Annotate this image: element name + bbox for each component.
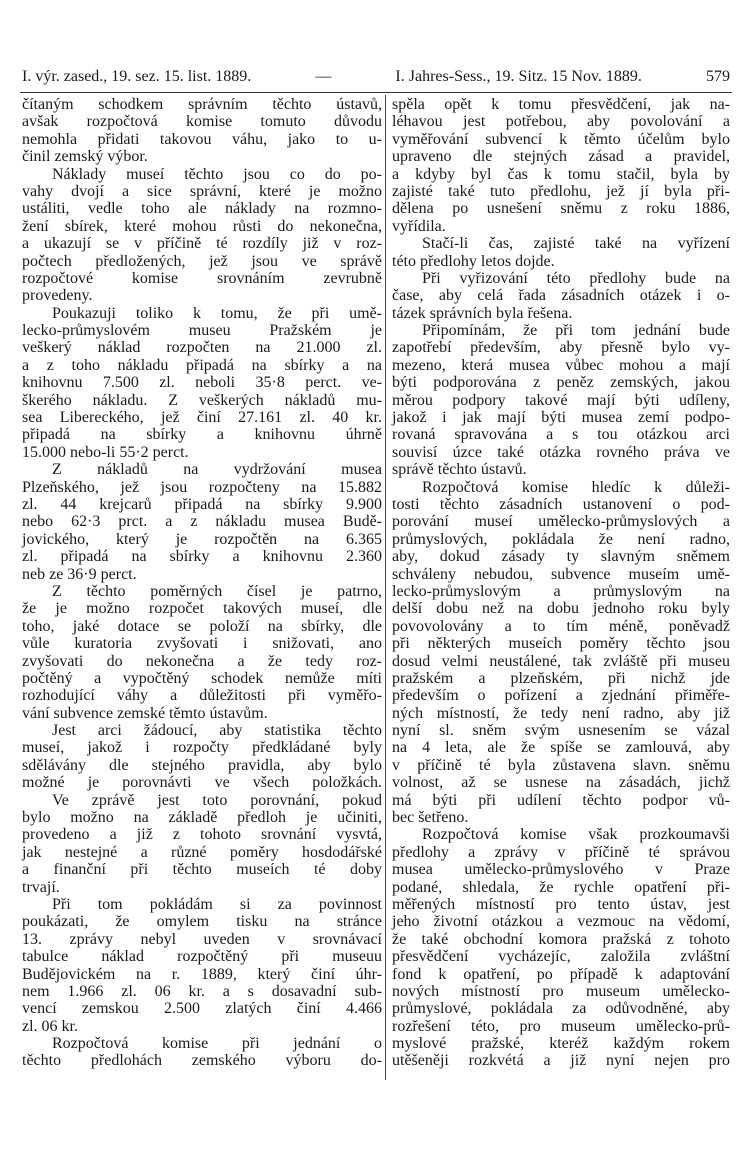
text-line: schváleny nebudou, subvence museím umě-	[392, 565, 730, 583]
text-line: lecko-průmyslovém museu Pražském je	[22, 322, 382, 340]
text-line: býti podporována z peněz zemských, jakou	[392, 374, 730, 392]
text-line: a finanční při těchto museích té doby	[22, 861, 382, 879]
text-line: 15.000 nebo-li 55·2 perct.	[22, 443, 189, 461]
text-line: čase, aby celá řada zásadních otázek i o-	[392, 287, 730, 305]
text-line: jak nestejné a různé poměry hosdodářské	[22, 843, 382, 861]
text-line: v příčině té byla zůstavena slavn. sněmu	[392, 756, 730, 774]
text-line: museí, jakož i rozpočty předkládané byly	[22, 739, 382, 757]
text-line: především o pořízení a zjednání přiměře-	[392, 687, 730, 705]
text-line: Z nákladů na vydržování musea	[52, 461, 382, 479]
text-line: správě těchto ústavů.	[392, 461, 527, 479]
text-line: toho, jaké dotace se položí na sbírky, dle	[22, 617, 382, 635]
text-line: upraveno dle stejných zásad a pravidel,	[392, 148, 730, 166]
text-line: povovolovány a to tím méně, poněvadž	[392, 617, 730, 635]
text-line: těchto předlohách zemského výboru do-	[22, 1052, 382, 1070]
text-line: Ve zprávě jest toto porovnání, pokud	[52, 791, 382, 809]
text-line: a kdyby byl čas k tomu stačil, byla by	[392, 165, 730, 183]
text-line: vencí zemskou 2.500 zlatých činí 4.466	[22, 1000, 382, 1018]
text-line: zapotřebí především, aby přesně bylo vy-	[392, 339, 730, 357]
right-column	[392, 96, 730, 1070]
text-line: vyřídila.	[392, 217, 446, 235]
text-line: knihovnu 7.500 zl. neboli 35·8 perct. ve-	[22, 374, 382, 392]
text-line: zajisté také tuto předlohu, jež jí byla při-	[392, 182, 730, 200]
text-line: zl. 44 krejcarů připadá na sbírky 9.900	[22, 495, 382, 513]
text-line: 13. zprávy nebyl uveden v srovnávací	[22, 930, 382, 948]
text-line: průmyslových, pokládala že není radno,	[392, 530, 730, 548]
text-line: nových místností pro museum umělecko-	[392, 982, 730, 1000]
text-line: vůle kuratoria zvyšovati i snižovati, ano	[22, 635, 382, 653]
text-line: jovického, který je rozpočtěn na 6.365	[22, 530, 382, 548]
text-line: Při vyřizování této předlohy bude na	[422, 269, 730, 287]
text-line: porování museí umělecko-průmyslových a	[392, 513, 730, 531]
column-divider	[385, 95, 386, 1080]
text-line: bec šetřeno.	[392, 809, 469, 827]
header-czech: I. výr. zased., 19. sez. 15. list. 1889.	[22, 68, 252, 85]
text-line: lecko-průmyslovým a průmyslovým na	[392, 582, 730, 600]
text-line: tosti těchto zásadních ustanovení o pod-	[392, 495, 730, 513]
text-line: že je možno rozpočet takových museí, dle	[22, 600, 382, 618]
text-line: připadá na sbírky a knihovnu úhrně	[22, 426, 382, 444]
text-line: počtech předložených, jež jsou ve správě	[22, 252, 382, 270]
text-line: musea umělecko-průmyslového v Praze	[392, 861, 730, 879]
text-line: Rozpočtová komise hledíc k důleži-	[422, 478, 730, 496]
page-number: 579	[705, 68, 730, 85]
text-line: myslové pražské, kteréž každým rokem	[392, 1035, 730, 1053]
text-line: zl. 06 kr.	[22, 1017, 78, 1035]
text-line: nem 1.966 zl. 06 kr. a s dosavadní sub-	[22, 982, 382, 1000]
text-line: trvají.	[22, 878, 60, 896]
text-line: spěla opět k tomu přesvědčení, jak na-	[392, 96, 730, 113]
text-line: Z těchto poměrných čísel je patrno,	[52, 582, 382, 600]
text-line: nebo 62·3 prct. a z nákladu musea Budě-	[22, 513, 382, 531]
text-line: souvisí úzce také otázka rovného práva ve	[392, 443, 730, 461]
text-line: na 4 leta, ale že spíše se zamlouvá, aby	[392, 739, 730, 757]
text-line: Stačí-li čas, zajisté také na vyřízení	[422, 235, 730, 253]
text-line: delší dobu než na dobu jednoho roku byly	[392, 600, 730, 618]
text-line: Rozpočtová komise však prozkoumavši	[422, 826, 730, 844]
text-line: a ukazují se v příčině té rozdíly již v roz-	[22, 235, 382, 253]
text-line: provedeno a již z tohoto srovnání vysvtá,	[22, 826, 382, 844]
text-line: vání subvence zemské těmto ústavům.	[22, 704, 268, 722]
text-line: žení sbírek, které mohou růsti do nekonečna,	[22, 217, 382, 235]
text-line: jakož i jak mají býti musea zemí podpo-	[392, 409, 730, 427]
text-line: aby, dokud zásady ty slavným sněmem	[392, 548, 730, 566]
text-line: tázek správních byla řešena.	[392, 304, 573, 322]
text-line: má býti při udílení těchto podpor vů-	[392, 791, 730, 809]
text-line: ustáliti, vedle toho ale náklady na rozmno-	[22, 200, 382, 218]
text-line: rovaná spravována a s tou otázkou arci	[392, 426, 730, 444]
text-line: nyní sl. sněm svým usnesením se vázal	[392, 722, 730, 740]
text-line: ných místností, že tedy není radno, aby již	[392, 704, 730, 722]
text-line: a z toho nákladu připadá na sbírky a na	[22, 356, 382, 374]
text-line: že také obchodní komora pražská z tohoto	[392, 930, 730, 948]
text-line: průmyslové, pokládala za odůvodněné, aby	[392, 1000, 730, 1018]
text-line: sdělávány dle stejného pravidla, aby bylo	[22, 756, 382, 774]
running-header	[22, 68, 730, 90]
text-line: fond k opatření, po případě k adaptování	[392, 965, 730, 983]
text-line: neb ze 36·9 perct.	[22, 565, 137, 583]
text-line: Náklady museí těchto jsou co do po-	[52, 165, 382, 183]
text-line: sea Libereckého, jež činí 27.161 zl. 40 kr.	[22, 409, 382, 427]
text-line: rozhodující váhy a důležitosti při vyměřo-	[22, 687, 382, 705]
text-line: provedeny.	[22, 287, 93, 305]
text-line: nemohla přidati takovou váhu, jako to u-	[22, 130, 382, 148]
text-line: léhavou jest potřebou, aby povolování a	[392, 113, 730, 131]
left-column	[22, 96, 382, 1070]
text-line: utěšeněji rozkvétá a již nyní nejen pro	[392, 1052, 730, 1070]
text-line: měrou podpory takové mají býti udíleny,	[392, 391, 730, 409]
text-line: mezeno, která musea vůbec mohou a mají	[392, 356, 730, 374]
text-line: vahy dvojí a sice správní, které je možno	[22, 182, 382, 200]
text-line: zvyšovati do nekonečna a že tedy roz-	[22, 652, 382, 670]
text-line: veškerý náklad rozpočten na 21.000 zl.	[22, 339, 382, 357]
text-line: Připomínám, že při tom jednání bude	[422, 322, 730, 340]
text-line: bylo možno na základě předloh je učiniti,	[22, 809, 382, 827]
text-line: jeho životní otázkou a vezmouc na vědomí,	[392, 913, 730, 931]
text-line: tabulce náklad rozpočtěný při museuu	[22, 948, 382, 966]
text-line: počtěný a vypočtěný schodek nemůže míti	[22, 669, 382, 687]
text-line: škerého nákladu. Z veškerých nákladů mu-	[22, 391, 382, 409]
text-line: rozpočtové komise srovnáním zevrubně	[22, 269, 382, 287]
text-line: podané, shledala, že rychle opatření při-	[392, 878, 730, 896]
text-line: volnost, až se usnese na zásadách, jichž	[392, 774, 730, 792]
text-line: Plzeňského, jež jsou rozpočteny na 15.882	[22, 478, 382, 496]
header-dash: —	[315, 68, 332, 85]
text-line: čítaným schodkem správním těchto ústavů,	[22, 96, 382, 113]
text-line: pražském a plzeňském, při nichž jde	[392, 669, 730, 687]
header-german: I. Jahres-Sess., 19. Sitz. 15 Nov. 1889.	[395, 68, 642, 85]
text-line: Rozpočtová komise při jednání o	[52, 1035, 382, 1053]
text-line: Jest arci žádoucí, aby statistika těchto	[52, 722, 382, 740]
text-line: zl. připadá na sbírky a knihovnu 2.360	[22, 548, 382, 566]
text-line: činil zemský výbor.	[22, 148, 148, 166]
text-line: dosud velmi neustálené, tak zvláště při museu	[392, 652, 730, 670]
text-line: poukázati, že omylem tisku na stránce	[22, 913, 382, 931]
text-line: Při tom pokládám si za povinnost	[52, 895, 382, 913]
text-line: při některých museích poměry těchto jsou	[392, 635, 730, 653]
text-line: Budějovickém na r. 1889, který činí úhr-	[22, 965, 382, 983]
text-line: měřených místností pro tento ústav, jest	[392, 895, 730, 913]
text-line: dělena po usnešení sněmu z roku 1886,	[392, 200, 730, 218]
text-line: Poukazuji toliko k tomu, že při umě-	[52, 304, 382, 322]
text-line: avšak rozpočtová komise tomuto důvodu	[22, 113, 382, 131]
header-rule	[20, 92, 732, 93]
text-line: vyměřování subvencí k těmto účelům bylo	[392, 130, 730, 148]
text-line: této předlohy letos dojde.	[392, 252, 555, 270]
text-line: rozřešení této, pro museum umělecko-prů-	[392, 1017, 730, 1035]
text-line: možné je porovnávti ve všech položkách.	[22, 774, 382, 792]
text-line: přesvědčení vycházejíc, založila zvláštní	[392, 948, 730, 966]
text-line: předlohy a zprávy v příčině té správou	[392, 843, 730, 861]
